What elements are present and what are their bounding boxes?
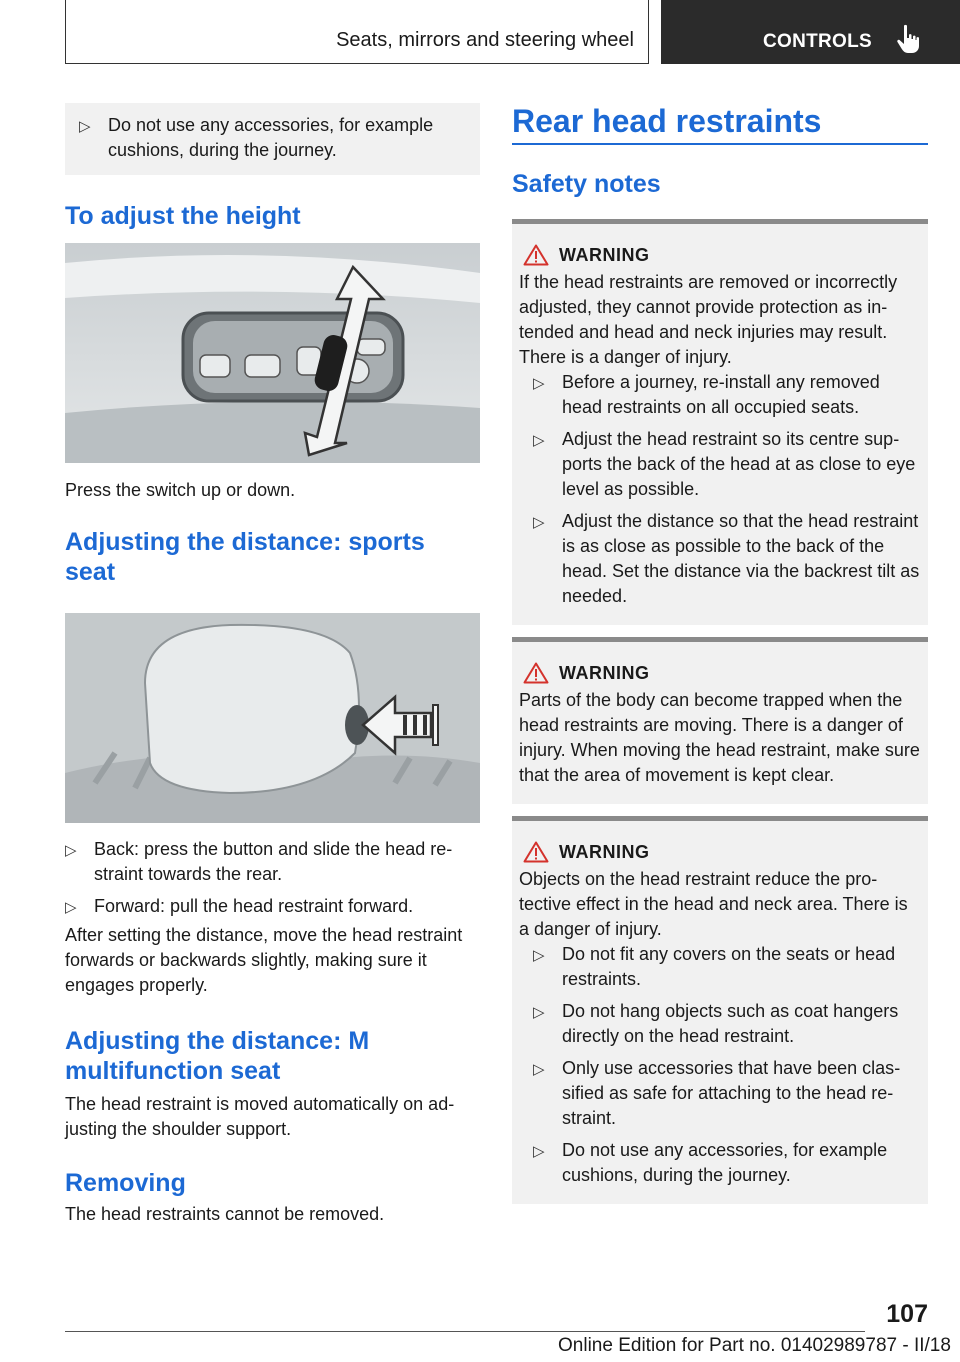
footer-rule [65, 1331, 865, 1332]
heading-distance-sports-seat: Adjusting the distance: sports seat [65, 528, 425, 586]
left-column [65, 103, 480, 1227]
list-item: ▷ Forward: pull the head restraint forward. [65, 896, 414, 916]
warning-header [519, 662, 921, 684]
right-column [512, 103, 928, 1204]
bullet-marker: ▷ [79, 118, 91, 135]
warning-text: If the head restraints are removed or incorrectly adjusted, they cannot provide protection as intended and head and neck injuries may result. There is a danger of injury. [519, 272, 898, 367]
seat-height-switch-illustration [65, 243, 480, 463]
heading-safety-notes: Safety notes [512, 170, 661, 198]
warning-label: WARNING [559, 244, 650, 265]
list-item: ▷ Adjust the head restraint so its centre supports the back of the head at as close to eye level as possible. [533, 429, 916, 499]
section-title: Seats, mirrors and steering wheel [336, 29, 634, 51]
list-item: ▷ Only use accessories that have been classified as safe for attaching to the head restraint. [533, 1058, 901, 1128]
removing-text: The head restraints cannot be removed. [65, 1204, 385, 1224]
warning-header [519, 841, 921, 863]
warning-triangle-icon [523, 662, 549, 684]
warning-text: Parts of the body can become trapped when the head restraints are moving. There is a danger of injury. When moving the head restraint, make sure that the area of movement is kept clear. [519, 690, 920, 785]
height-instruction: Press the switch up or down. [65, 480, 296, 500]
sports-seat-list [65, 837, 480, 919]
hand-pointer-icon [895, 24, 921, 54]
page-number: 107 [886, 1300, 928, 1328]
title-rule [512, 143, 928, 145]
list-item: ▷ Before a journey, re-install any removed head restraints on all occupied seats. [533, 372, 880, 417]
warning-triangle-icon [523, 841, 549, 863]
continued-bullet-box [65, 103, 480, 175]
warning-box [512, 816, 928, 1204]
list-item: ▷ Adjust the distance so that the head restraint is as close as possible to the back of the head. Set the distance via the backrest tilt as needed. [533, 511, 920, 606]
heading-rear-head-restraints: Rear head restraints [512, 103, 822, 139]
sports-seat-note: After setting the distance, move the head restraint forwards or backwards slightly, making sure it engages properly. [65, 925, 463, 995]
list-item: ▷ Do not use any accessories, for example cushions, during the journey. [533, 1140, 888, 1185]
multifunction-seat-text: The head restraint is moved automatically on adjusting the shoulder support. [65, 1094, 455, 1139]
head-restraint-button-illustration [65, 613, 480, 823]
heading-removing: Removing [65, 1169, 186, 1197]
warning-label: WARNING [559, 841, 650, 862]
list-item: ▷ Back: press the button and slide the head restraint towards the rear. [65, 839, 453, 884]
list-item: ▷ Do not hang objects such as coat hangers directly on the head restraint. [533, 1001, 899, 1046]
chapter-label: CONTROLS [763, 31, 873, 52]
heading-distance-multifunction-seat: Adjusting the distance: M multifunction seat [65, 1027, 370, 1085]
edition-footer: Online Edition for Part no. 01402989787 - II/18 [558, 1335, 951, 1356]
warning-box [512, 219, 928, 625]
warning-box [512, 637, 928, 804]
warning-triangle-icon [523, 244, 549, 266]
warning-header [519, 244, 921, 266]
warning-text: Objects on the head restraint reduce the protective effect in the head and neck area. There is a danger of injury. [519, 869, 908, 939]
list-item: ▷ Do not fit any covers on the seats or head restraints. [533, 944, 896, 989]
header-section-box [65, 0, 649, 64]
warning-label: WARNING [559, 662, 650, 683]
list-item: ▷ Do not use any accessories, for example cushions, during the journey. [79, 115, 434, 160]
heading-adjust-height: To adjust the height [65, 202, 301, 230]
chapter-tab[interactable] [661, 0, 960, 64]
